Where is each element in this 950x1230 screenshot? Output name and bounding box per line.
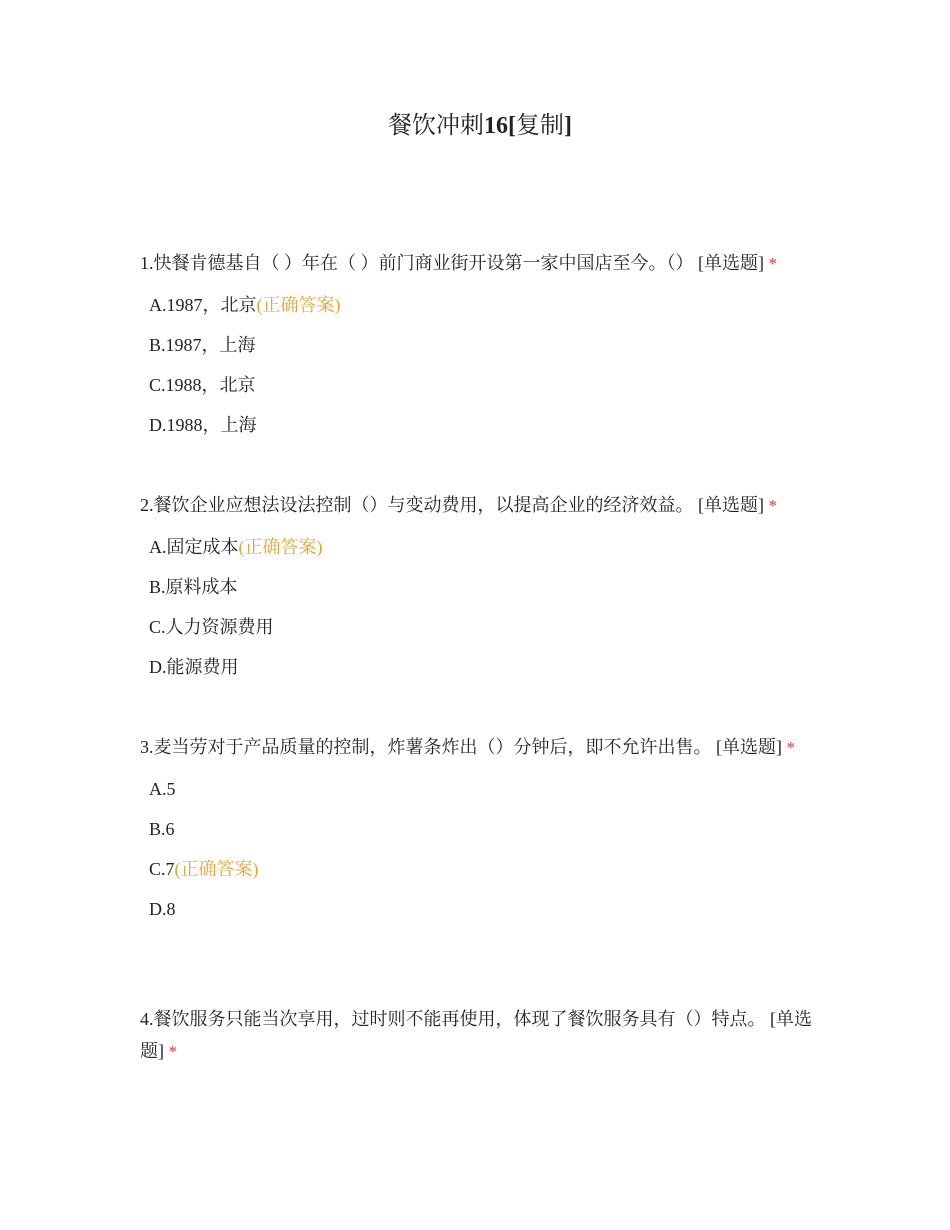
option-list xyxy=(140,777,812,937)
question-type: [单选题] xyxy=(140,1009,812,1061)
question-stem xyxy=(140,247,812,280)
question-1 xyxy=(140,247,812,453)
question-type: [单选题] xyxy=(698,253,764,273)
question-stem xyxy=(140,489,812,522)
question-stem xyxy=(140,1003,812,1068)
question-type: [单选题] xyxy=(716,737,782,757)
title-bracket-open: [ xyxy=(508,113,516,139)
option-label: C.7 xyxy=(149,859,175,879)
question-text: 4.餐饮服务只能当次享用，过时则不能再使用，体现了餐饮服务具有（）特点。 xyxy=(140,1009,766,1029)
option-label: B.6 xyxy=(149,819,175,839)
question-text: 3.麦当劳对于产品质量的控制，炸薯条炸出（）分钟后，即不允许出售。 xyxy=(140,737,712,757)
option-b[interactable] xyxy=(140,817,812,857)
required-mark: * xyxy=(768,496,777,515)
option-b[interactable] xyxy=(140,333,812,373)
option-label: A.1987，北京 xyxy=(149,295,257,315)
option-label: D.能源费用 xyxy=(149,657,239,677)
option-label: A.固定成本 xyxy=(149,537,239,557)
required-mark: * xyxy=(768,254,777,273)
option-label: A.5 xyxy=(149,779,176,799)
option-a[interactable] xyxy=(140,535,812,575)
title-suffix: 复制 xyxy=(516,113,564,139)
correct-answer-tag: (正确答案) xyxy=(238,537,323,557)
question-4 xyxy=(140,1003,812,1068)
required-mark: * xyxy=(786,738,795,757)
option-label: C.人力资源费用 xyxy=(149,617,274,637)
correct-answer-tag: (正确答案) xyxy=(174,859,259,879)
option-label: D.1988，上海 xyxy=(149,415,257,435)
option-label: B.原料成本 xyxy=(149,577,238,597)
question-2 xyxy=(140,489,812,695)
option-list xyxy=(140,293,812,453)
question-3 xyxy=(140,731,812,937)
question-type: [单选题] xyxy=(698,495,764,515)
option-label: B.1987，上海 xyxy=(149,335,256,355)
title-bracket-close: ] xyxy=(564,113,572,139)
option-c[interactable] xyxy=(140,615,812,655)
option-b[interactable] xyxy=(140,575,812,615)
option-d[interactable] xyxy=(140,413,812,453)
question-text: 2.餐饮企业应想法设法控制（）与变动费用，以提高企业的经济效益。 xyxy=(140,495,694,515)
option-d[interactable] xyxy=(140,897,812,937)
option-label: D.8 xyxy=(149,899,176,919)
required-mark: * xyxy=(168,1042,177,1061)
question-stem xyxy=(140,731,812,764)
correct-answer-tag: (正确答案) xyxy=(256,295,341,315)
title-prefix: 餐饮冲刺 xyxy=(388,113,484,139)
option-label: C.1988，北京 xyxy=(149,375,256,395)
option-a[interactable] xyxy=(140,293,812,333)
question-text: 1.快餐肯德基自（ ）年在（ ）前门商业街开设第一家中国店至今。（） xyxy=(140,253,694,273)
option-d[interactable] xyxy=(140,655,812,695)
page-title xyxy=(0,110,950,142)
option-c[interactable] xyxy=(140,857,812,897)
title-number: 16 xyxy=(484,113,508,139)
option-a[interactable] xyxy=(140,777,812,817)
option-list xyxy=(140,535,812,695)
option-c[interactable] xyxy=(140,373,812,413)
